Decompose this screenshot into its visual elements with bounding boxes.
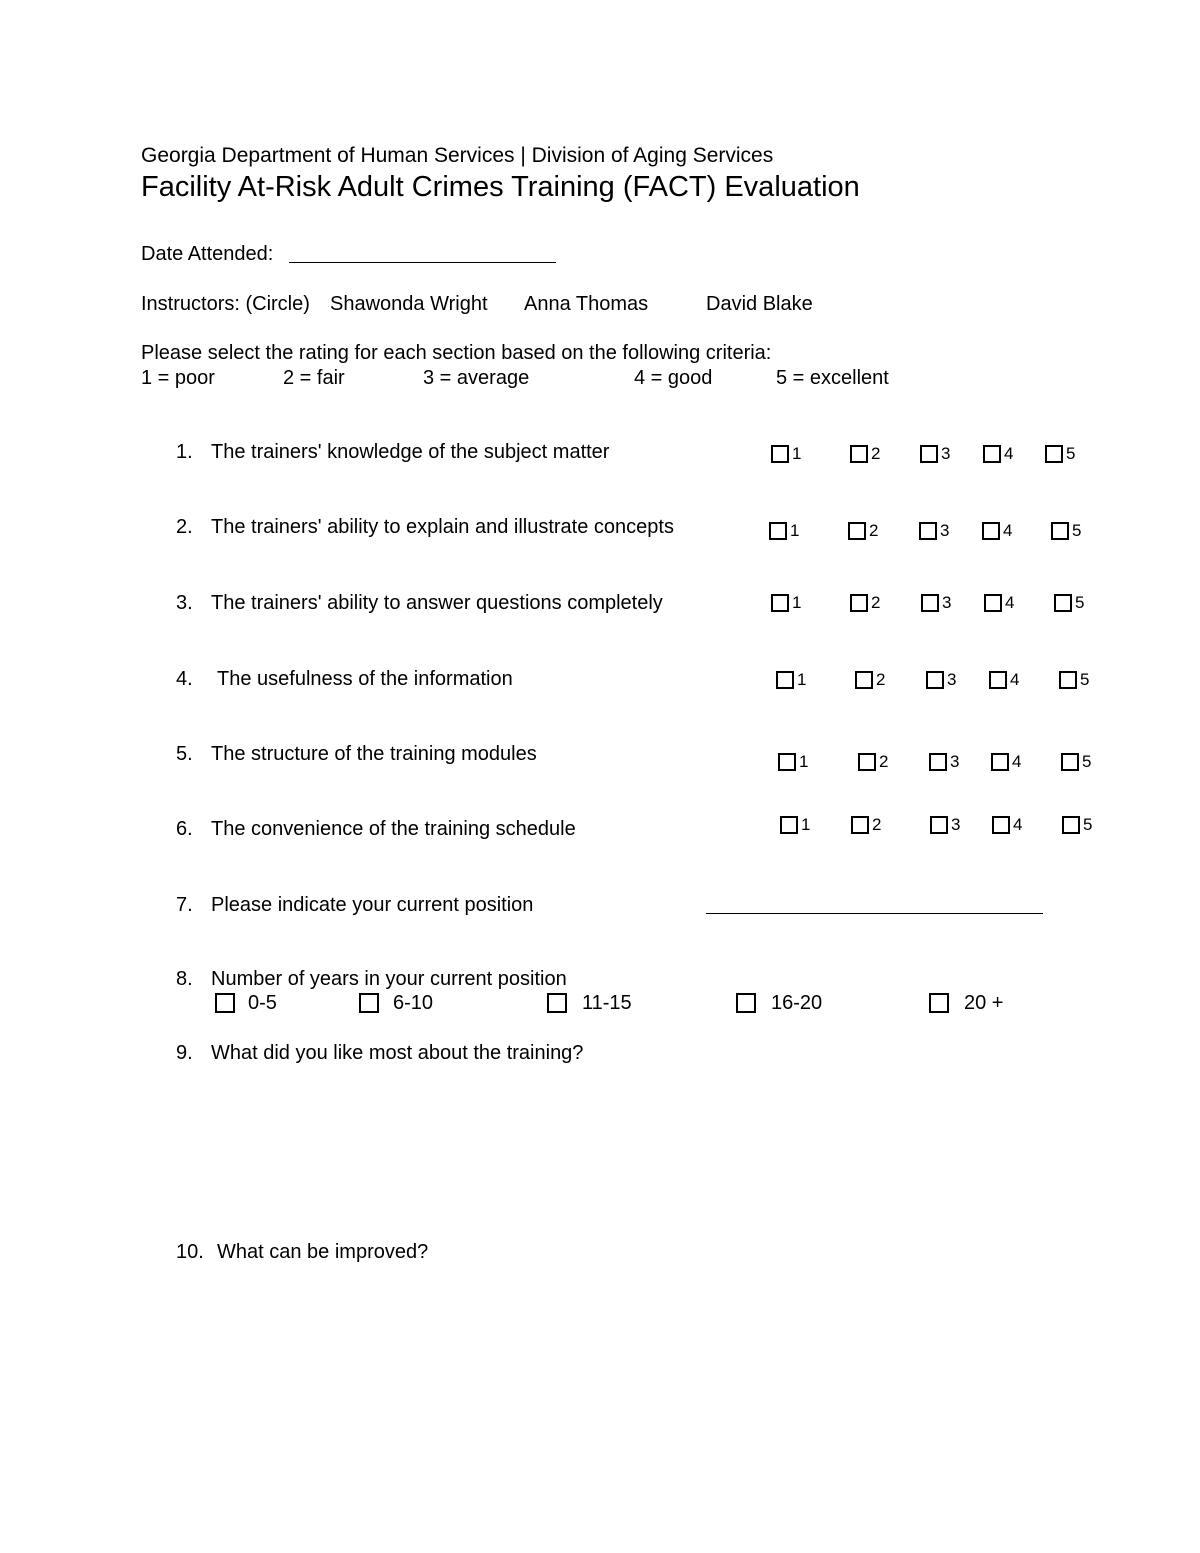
rating-checkbox-q4-3[interactable] [926,671,944,689]
date-attended-field[interactable] [289,262,556,263]
instructor-name-thomas[interactable]: Anna Thomas [524,293,649,315]
rating-label: 5 [1083,815,1093,834]
rating-checkbox-q3-1[interactable] [771,594,789,612]
criteria-average: 3 = average [423,367,530,389]
rating-label: 4 [1013,815,1023,834]
rating-checkbox-q6-2[interactable] [851,816,869,834]
rating-checkbox-q3-5[interactable] [1054,594,1072,612]
question-number: 7. [176,894,193,916]
years-checkbox-0-5[interactable] [215,993,235,1013]
improvements-answer-area[interactable] [211,1272,1091,1452]
rating-label: 2 [876,670,886,689]
rating-checkbox-q2-1[interactable] [769,522,787,540]
years-option-label: 11-15 [582,992,632,1014]
rating-checkbox-q2-3[interactable] [919,522,937,540]
years-checkbox-20-plus[interactable] [929,993,949,1013]
rating-label: 3 [940,521,950,540]
question-text: Please indicate your current position [211,894,534,916]
criteria-intro: Please select the rating for each section based on the following criteria: [141,342,772,364]
rating-checkbox-q3-2[interactable] [850,594,868,612]
rating-checkbox-q2-4[interactable] [982,522,1000,540]
liked-most-answer-area[interactable] [211,1072,1091,1222]
instructor-name-blake[interactable]: David Blake [706,293,813,315]
question-text: What can be improved? [217,1241,429,1263]
question-text: The convenience of the training schedule [211,818,576,840]
years-checkbox-6-10[interactable] [359,993,379,1013]
rating-label: 1 [792,444,802,463]
rating-label: 1 [792,593,802,612]
question-number: 2. [176,516,193,538]
rating-checkbox-q4-5[interactable] [1059,671,1077,689]
question-number: 4. [176,668,193,690]
years-option-label: 6-10 [393,992,434,1014]
rating-checkbox-q6-5[interactable] [1062,816,1080,834]
rating-checkbox-q6-4[interactable] [992,816,1010,834]
rating-label: 2 [879,752,889,771]
question-number: 8. [176,968,193,990]
agency-heading: Georgia Department of Human Services | Division of Aging Services [141,144,774,167]
question-number: 1. [176,441,193,463]
rating-label: 4 [1003,521,1013,540]
rating-checkbox-q3-3[interactable] [921,594,939,612]
rating-checkbox-q4-2[interactable] [855,671,873,689]
years-option-label: 20 + [964,992,1004,1014]
rating-label: 1 [799,752,809,771]
question-text: The trainers' knowledge of the subject matter [211,441,610,463]
rating-label: 4 [1004,444,1014,463]
criteria-poor: 1 = poor [141,367,215,389]
years-option-label: 0-5 [248,992,277,1014]
rating-checkbox-q5-5[interactable] [1061,753,1079,771]
date-attended-label: Date Attended: [141,243,274,265]
rating-label: 5 [1072,521,1082,540]
rating-checkbox-q1-4[interactable] [983,445,1001,463]
rating-checkbox-q5-2[interactable] [858,753,876,771]
question-text: The structure of the training modules [211,743,537,765]
rating-label: 1 [790,521,800,540]
rating-label: 3 [950,752,960,771]
rating-label: 4 [1012,752,1022,771]
rating-checkbox-q5-4[interactable] [991,753,1009,771]
rating-checkbox-q6-1[interactable] [780,816,798,834]
rating-label: 2 [871,444,881,463]
current-position-field[interactable] [706,913,1043,914]
question-number: 10. [176,1241,204,1263]
instructor-name-wright[interactable]: Shawonda Wright [330,293,488,315]
rating-label: 4 [1010,670,1020,689]
question-number: 6. [176,818,193,840]
rating-label: 2 [869,521,879,540]
rating-checkbox-q1-3[interactable] [920,445,938,463]
rating-checkbox-q1-5[interactable] [1045,445,1063,463]
question-number: 3. [176,592,193,614]
rating-label: 3 [947,670,957,689]
rating-checkbox-q2-5[interactable] [1051,522,1069,540]
criteria-excellent: 5 = excellent [776,367,889,389]
years-option-label: 16-20 [771,992,823,1014]
years-checkbox-16-20[interactable] [736,993,756,1013]
question-text: The usefulness of the information [217,668,513,690]
rating-checkbox-q3-4[interactable] [984,594,1002,612]
question-number: 9. [176,1042,193,1064]
rating-checkbox-q1-1[interactable] [771,445,789,463]
criteria-good: 4 = good [634,367,713,389]
question-text: The trainers' ability to answer questions completely [211,592,663,614]
rating-checkbox-q5-3[interactable] [929,753,947,771]
rating-checkbox-q5-1[interactable] [778,753,796,771]
years-checkbox-11-15[interactable] [547,993,567,1013]
question-text: What did you like most about the training? [211,1042,584,1064]
rating-label: 5 [1080,670,1090,689]
rating-label: 2 [871,593,881,612]
rating-label: 2 [872,815,882,834]
question-text: The trainers' ability to explain and illustrate concepts [211,516,674,538]
rating-checkbox-q6-3[interactable] [930,816,948,834]
rating-label: 3 [942,593,952,612]
page-title: Facility At-Risk Adult Crimes Training (FACT) Evaluation [141,171,860,203]
rating-label: 3 [951,815,961,834]
rating-label: 3 [941,444,951,463]
rating-checkbox-q4-1[interactable] [776,671,794,689]
rating-label: 5 [1066,444,1076,463]
rating-label: 5 [1075,593,1085,612]
rating-label: 5 [1082,752,1092,771]
question-number: 5. [176,743,193,765]
rating-checkbox-q4-4[interactable] [989,671,1007,689]
rating-label: 4 [1005,593,1015,612]
instructors-label: Instructors: (Circle) [141,293,310,315]
rating-checkbox-q1-2[interactable] [850,445,868,463]
criteria-fair: 2 = fair [283,367,345,389]
rating-checkbox-q2-2[interactable] [848,522,866,540]
question-text: Number of years in your current position [211,968,567,990]
rating-label: 1 [797,670,807,689]
rating-label: 1 [801,815,811,834]
